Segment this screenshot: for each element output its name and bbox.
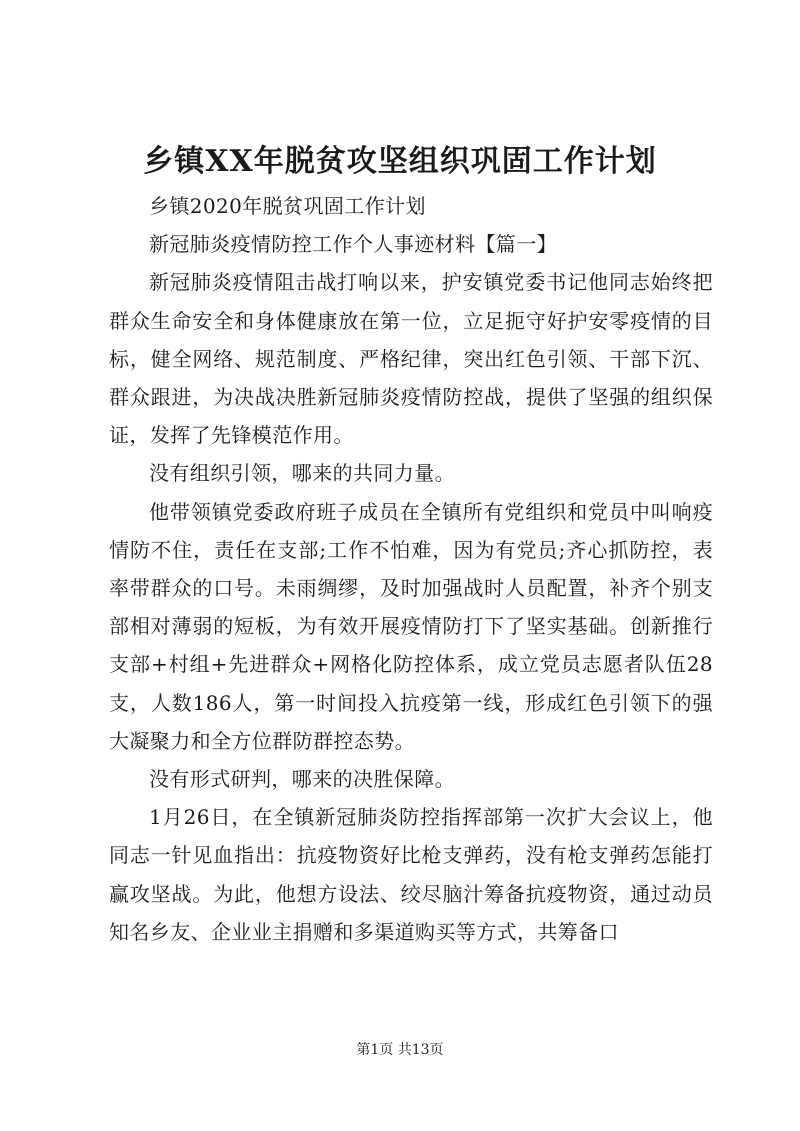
paragraph-subheading: 没有组织引领，哪来的共同力量。 (149, 461, 455, 486)
document-body (109, 187, 713, 951)
document-title: 乡镇XX年脱贫攻坚组织巩固工作计划 (143, 144, 657, 179)
paragraph-subtitle: 乡镇2020年脱贫巩固工作计划 (149, 194, 426, 218)
paragraph: 新冠肺炎疫情阻击战打响以来，护安镇党委书记他同志始终把群众生命安全和身体健康放在第一位，立足扼守好护安零疫情的目标，健全网络、规范制度、严格纪律，突出红色引领、干部下沉、群众跟进，为决战决胜新冠肺炎疫情防控战，提供了坚强的组织保证，发挥了先锋模范作用。 (109, 270, 713, 448)
paragraph-section-heading: 新冠肺炎疫情防控工作个人事迹材料【篇一】 (149, 232, 557, 257)
paragraph: 他带领镇党委政府班子成员在全镇所有党组织和党员中叫响疫情防不住，责任在支部;工作不怕难，因为有党员;齐心抓防控，表率带群众的口号。未雨绸缪，及时加强战时人员配置，补齐个别支部相对薄弱的短板，为有效开展疫情防打下了坚实基础。创新推行支部+村组+先进群众+网格化防控体系，成立党员志愿者队伍28支，人数186人，第一时间投入抗疫第一线，形成红色引领下的强大凝聚力和全方位群防群控态势。 (109, 499, 713, 753)
page-footer: 第1页 共13页 (356, 1042, 444, 1058)
paragraph: 1月26日，在全镇新冠肺炎防控指挥部第一次扩大会议上，他同志一针见血指出：抗疫物资好比枪支弹药，没有枪支弹药怎能打赢攻坚战。为此，他想方设法、绞尽脑汁筹备抗疫物资，通过动员知名乡友、企业业主捐赠和多渠道购买等方式，共筹备口 (109, 805, 713, 944)
paragraph-subheading: 没有形式研判，哪来的决胜保障。 (149, 767, 455, 792)
